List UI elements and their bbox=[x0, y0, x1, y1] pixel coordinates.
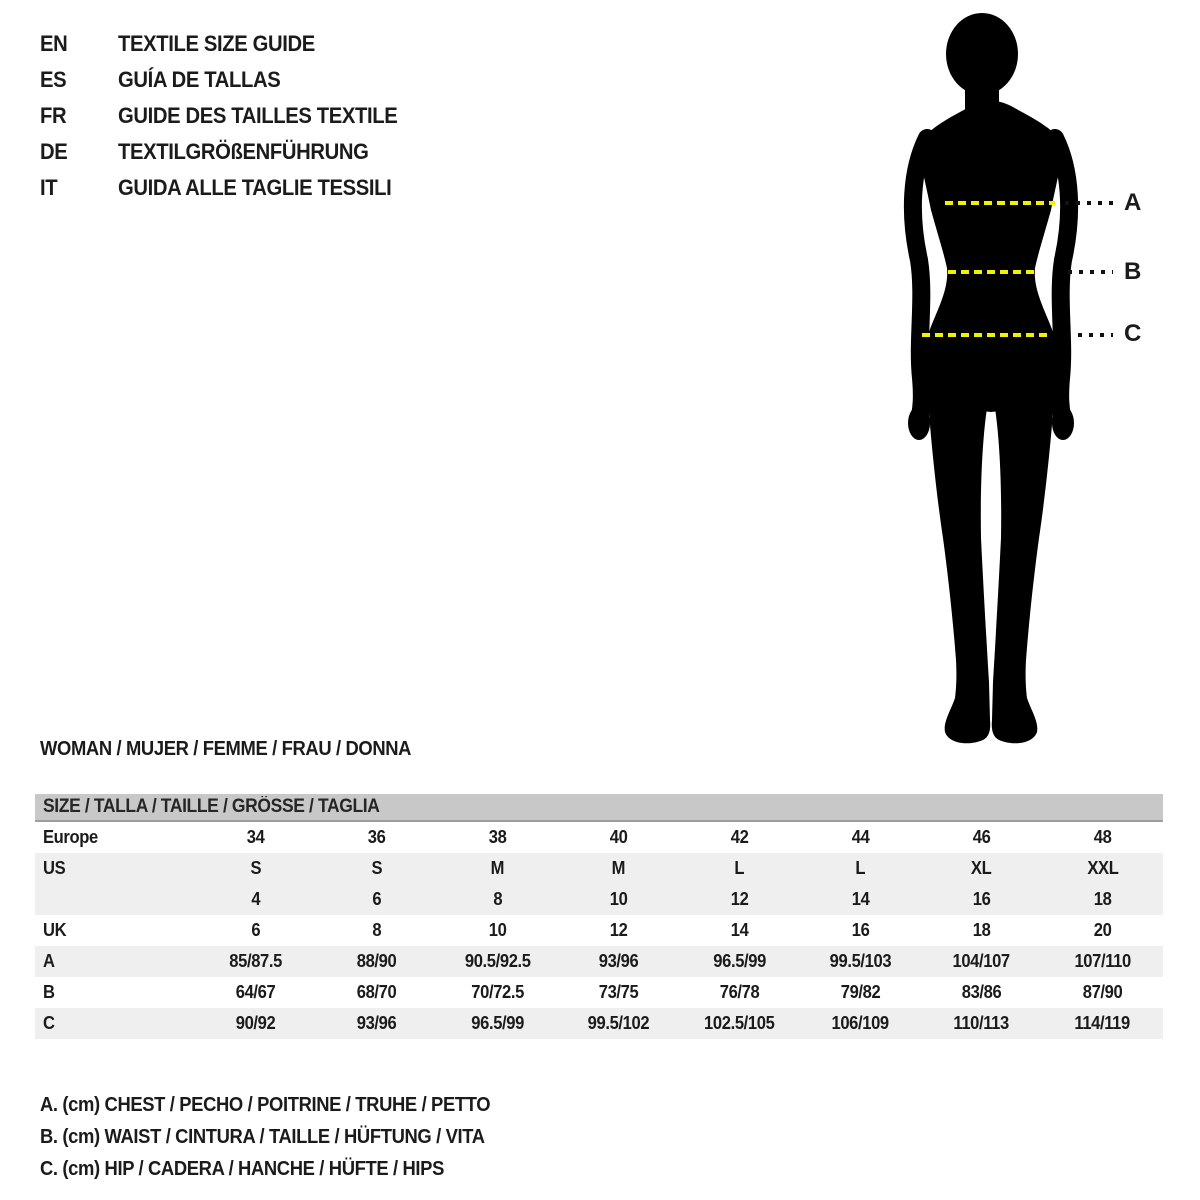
lang-row-fr bbox=[40, 98, 422, 134]
measurement-legend bbox=[40, 1089, 529, 1185]
lang-row-it bbox=[40, 170, 422, 206]
lang-code-it: IT bbox=[40, 175, 58, 200]
row-label bbox=[35, 889, 195, 910]
lang-text-it: GUIDA ALLE TAGLIE TESSILI bbox=[118, 175, 392, 200]
woman-silhouette-figure bbox=[893, 10, 1123, 750]
legend-chest: A. (cm) CHEST / PECHO / POITRINE / TRUHE / PETTO bbox=[40, 1093, 491, 1116]
lang-text-de: TEXTILGRÖßENFÜHRUNG bbox=[118, 139, 369, 164]
row-label: B bbox=[43, 982, 55, 1002]
lang-code-fr: FR bbox=[40, 103, 67, 128]
section-title-woman: WOMAN / MUJER / FEMME / FRAU / DONNA bbox=[40, 738, 412, 760]
legend-waist: B. (cm) WAIST / CINTURA / TAILLE / HÜFTUNG / VITA bbox=[40, 1125, 485, 1148]
lang-row-en bbox=[40, 26, 422, 62]
silhouette-left-hand bbox=[908, 406, 930, 440]
lang-code-de: DE bbox=[40, 139, 68, 164]
language-title-block bbox=[40, 26, 422, 206]
row-label: Europe bbox=[43, 827, 98, 847]
lang-code-en: EN bbox=[40, 31, 68, 56]
lang-text-en: TEXTILE SIZE GUIDE bbox=[118, 31, 315, 56]
legend-hip: C. (cm) HIP / CADERA / HANCHE / HÜFTE / HIPS bbox=[40, 1157, 444, 1180]
row-label: C bbox=[43, 1013, 55, 1033]
table-row-waist-b: B 64/67 68/70 70/72.5 73/75 76/78 79/82 83/86 87/90 bbox=[35, 977, 1163, 1008]
row-label: A bbox=[43, 951, 55, 971]
marker-label-b: B bbox=[1124, 258, 1142, 285]
marker-label-a: A bbox=[1124, 189, 1142, 216]
table-row-us: US S S M M L L XL XXL bbox=[35, 853, 1163, 884]
table-row-hip-c: C 90/92 93/96 96.5/99 99.5/102 102.5/105 106/109 110/113 114/119 bbox=[35, 1008, 1163, 1039]
table-row-uk: UK 6 8 10 12 14 16 18 20 bbox=[35, 915, 1163, 946]
woman-body-silhouette bbox=[908, 13, 1074, 743]
silhouette-torso bbox=[920, 101, 1063, 412]
table-row-chest-a: A 85/87.5 88/90 90.5/92.5 93/96 96.5/99 99.5/103 104/107 107/110 bbox=[35, 946, 1163, 977]
lang-row-de bbox=[40, 134, 422, 170]
marker-label-c: C bbox=[1124, 320, 1142, 347]
lang-text-fr: GUIDE DES TAILLES TEXTILE bbox=[118, 103, 398, 128]
lang-row-es bbox=[40, 62, 422, 98]
row-label: US bbox=[43, 858, 66, 878]
table-row-us-numeric: 4 6 8 10 12 14 16 18 bbox=[35, 884, 1163, 915]
row-label: UK bbox=[43, 920, 67, 940]
size-table bbox=[35, 794, 1163, 1039]
silhouette-right-hand bbox=[1052, 406, 1074, 440]
table-row-europe: Europe 34 36 38 40 42 44 46 48 bbox=[35, 822, 1163, 853]
size-table-header: SIZE / TALLA / TAILLE / GRÖSSE / TAGLIA bbox=[35, 794, 1163, 822]
lang-text-es: GUÍA DE TALLAS bbox=[118, 67, 281, 92]
lang-code-es: ES bbox=[40, 67, 67, 92]
